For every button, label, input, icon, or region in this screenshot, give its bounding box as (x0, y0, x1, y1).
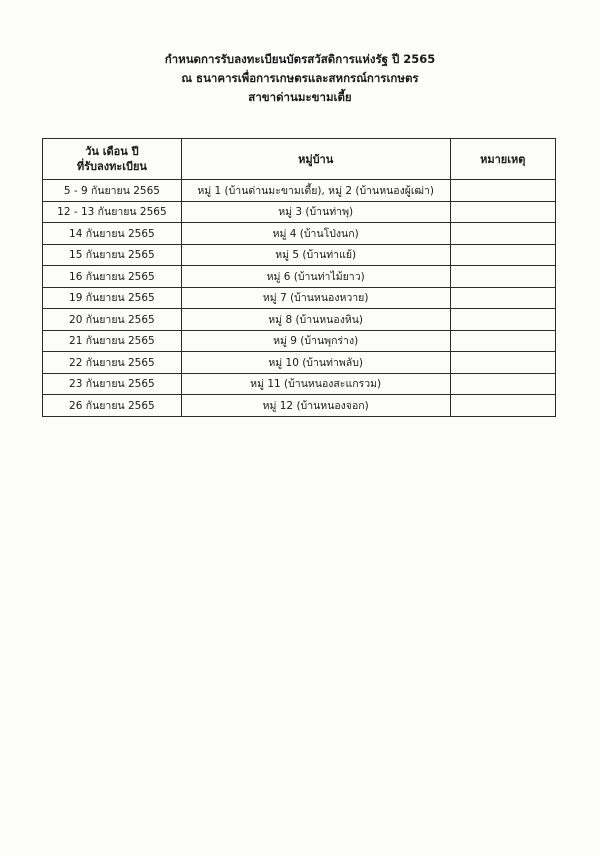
row-date: 14 กันยายน 2565 (43, 223, 182, 245)
row-date: 22 กันยายน 2565 (43, 352, 182, 374)
document-header (0, 50, 600, 107)
row-date: 23 กันยายน 2565 (43, 373, 182, 395)
row-date: 19 กันยายน 2565 (43, 287, 182, 309)
row-village: หมู่ 1 (บ้านด่านมะขามเตี้ย), หมู่ 2 (บ้านหนองผู้เฒ่า) (181, 180, 450, 202)
row-note (450, 373, 555, 395)
table-row (43, 309, 556, 331)
column-header-date-line1: วัน เดือน ปี (85, 145, 139, 158)
row-note (450, 287, 555, 309)
row-date: 5 - 9 กันยายน 2565 (43, 180, 182, 202)
row-village: หมู่ 5 (บ้านท่าแย้) (181, 244, 450, 266)
table-row (43, 395, 556, 417)
row-village: หมู่ 7 (บ้านหนองหวาย) (181, 287, 450, 309)
table-row (43, 330, 556, 352)
header-title: กำหนดการรับลงทะเบียนบัตรสวัสดิการแห่งรัฐ ปี 2565 (164, 52, 436, 66)
row-village: หมู่ 10 (บ้านท่าพลับ) (181, 352, 450, 374)
table-row (43, 223, 556, 245)
row-note (450, 201, 555, 223)
table-row (43, 244, 556, 266)
table-row (43, 266, 556, 288)
row-note (450, 180, 555, 202)
table-row (43, 287, 556, 309)
row-date: 16 กันยายน 2565 (43, 266, 182, 288)
registration-schedule-table (42, 138, 556, 417)
row-note (450, 395, 555, 417)
column-header-village: หมู่บ้าน (181, 139, 450, 180)
row-village: หมู่ 4 (บ้านโป่งนก) (181, 223, 450, 245)
table-header-row (43, 139, 556, 180)
row-village: หมู่ 9 (บ้านพุกร่าง) (181, 330, 450, 352)
row-village: หมู่ 8 (บ้านหนองหิน) (181, 309, 450, 331)
row-note (450, 352, 555, 374)
row-date: 20 กันยายน 2565 (43, 309, 182, 331)
row-village: หมู่ 12 (บ้านหนองจอก) (181, 395, 450, 417)
row-note (450, 309, 555, 331)
row-date: 12 - 13 กันยายน 2565 (43, 201, 182, 223)
table-row (43, 352, 556, 374)
column-header-note: หมายเหตุ (450, 139, 555, 180)
row-note (450, 223, 555, 245)
header-bank: ณ ธนาคารเพื่อการเกษตรและสหกรณ์การเกษตร (181, 71, 419, 85)
column-header-date-line2: ที่รับลงทะเบียน (76, 160, 147, 173)
table-row (43, 180, 556, 202)
row-note (450, 330, 555, 352)
row-village: หมู่ 11 (บ้านหนองสะแกรวม) (181, 373, 450, 395)
table-row (43, 201, 556, 223)
row-date: 26 กันยายน 2565 (43, 395, 182, 417)
row-note (450, 266, 555, 288)
row-village: หมู่ 6 (บ้านท่าไม้ยาว) (181, 266, 450, 288)
row-note (450, 244, 555, 266)
row-date: 21 กันยายน 2565 (43, 330, 182, 352)
header-branch: สาขาด่านมะขามเตี้ย (248, 90, 352, 104)
row-date: 15 กันยายน 2565 (43, 244, 182, 266)
column-header-date (43, 139, 182, 180)
table-row (43, 373, 556, 395)
row-village: หมู่ 3 (บ้านท่าพุ) (181, 201, 450, 223)
